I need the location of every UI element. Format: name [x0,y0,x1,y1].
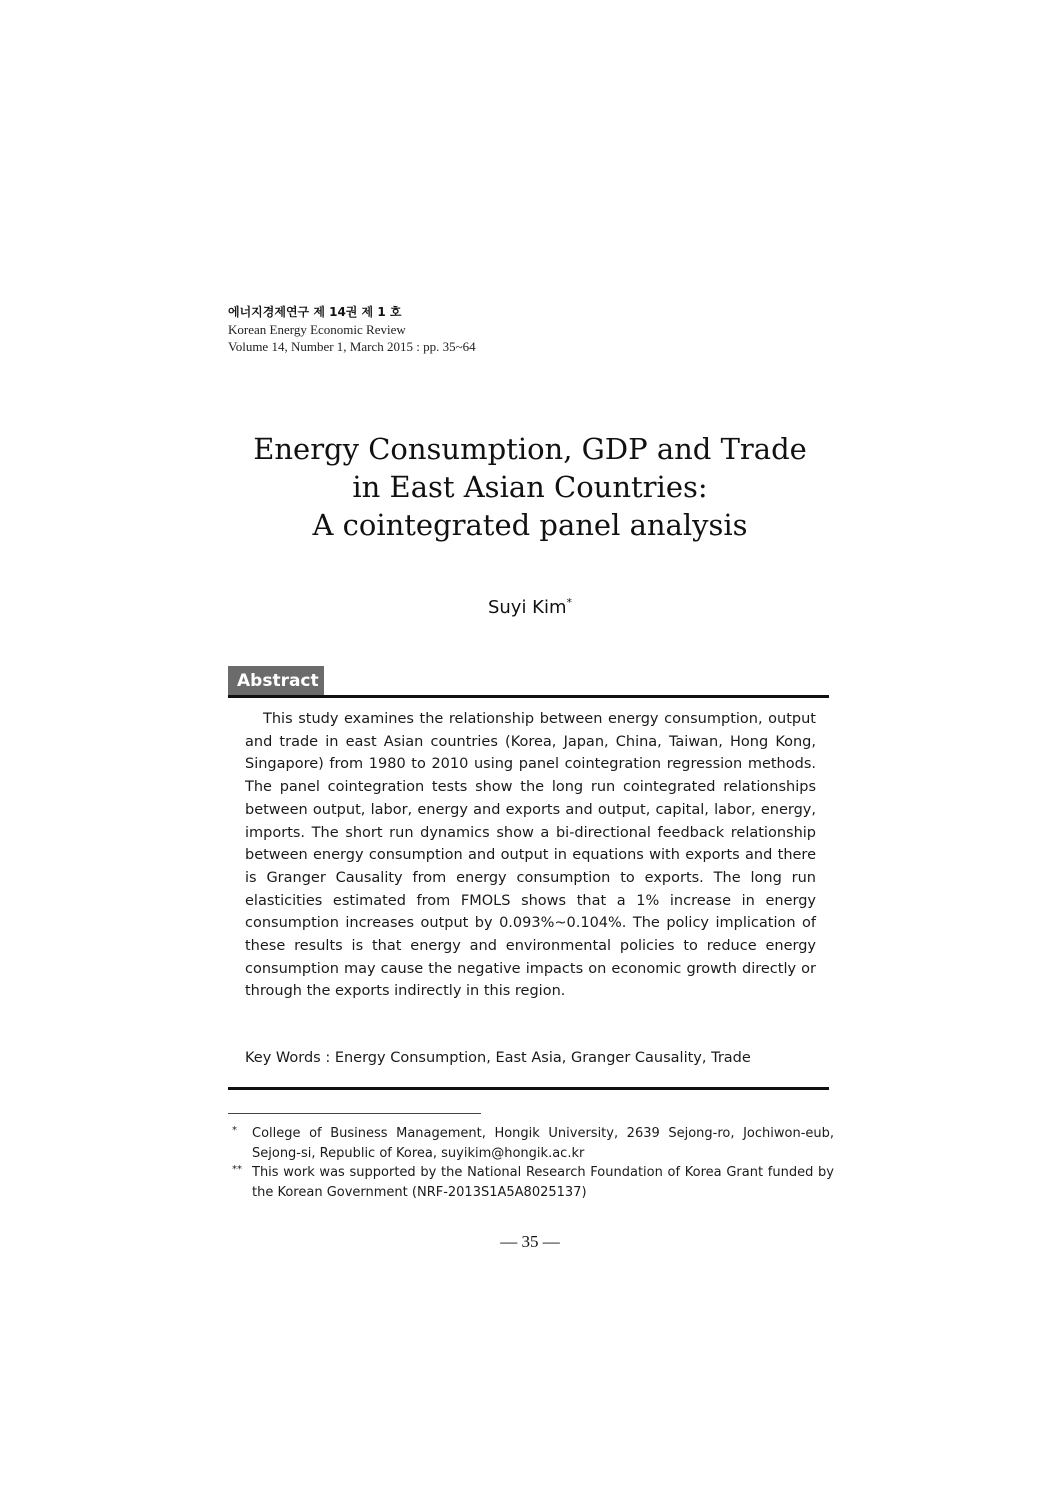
footnote-2 [232,1163,834,1202]
journal-korean-name: 에너지경제연구 제 14권 제 1 호 [228,305,402,319]
abstract-heading: Abstract [228,666,324,697]
paper-title [0,430,1060,544]
footnote-2-mark: ** [232,1164,242,1175]
footnote-rule [228,1113,481,1114]
journal-english-name: Korean Energy Economic Review [228,322,406,337]
footnote-2-text: This work was supported by the National Research Foundation of Korea Grant funded by the Korean Government (NRF-2013S1A5A8025137) [252,1165,834,1200]
title-line-1: Energy Consumption, GDP and Trade [253,432,807,466]
title-line-2: in East Asian Countries: [352,470,708,504]
journal-header [228,304,476,355]
author-name: Suyi Kim [487,597,567,618]
footnote-1 [232,1124,834,1163]
journal-issue: Volume 14, Number 1, March 2015 : pp. 35~64 [228,339,476,354]
keywords: Key Words : Energy Consumption, East Asia, Granger Causality, Trade [245,1050,751,1066]
abstract-text: This study examines the relationship between energy consumption, output and trade in east Asian countries (Korea, Japan, China, Taiwan, Hong Kong, Singapore) from 1980 to 2010 using panel cointegration regression methods. The panel cointegration tests show the long run cointegrated relationships between output, labor, energy and exports and output, capital, labor, energy, imports. The short run dynamics show a bi-directional feedback relationship between energy consumption and output in equations with exports and there is Granger Causality from energy consumption to exports. The long run elasticities estimated from FMOLS shows that a 1% increase in energy consumption increases output by 0.093%~0.104%. The policy implication of these results is that energy and environmental policies to reduce energy consumption may cause the negative impacts on economic growth directly or through the exports indirectly in this region. [245,711,816,1000]
abstract-top-rule [228,695,829,698]
author [0,596,1060,618]
footnote-1-text: College of Business Management, Hongik University, 2639 Sejong-ro, Jochiwon-eub, Sejong-si, Republic of Korea, suyikim@hongik.ac.kr [252,1126,834,1161]
author-footnote-marker: * [566,596,573,609]
footnote-1-mark: * [232,1125,237,1136]
page-number: — 35 — [500,1232,560,1251]
footnotes [232,1124,834,1202]
abstract-bottom-rule [228,1087,829,1090]
title-line-3: A cointegrated panel analysis [312,508,748,542]
